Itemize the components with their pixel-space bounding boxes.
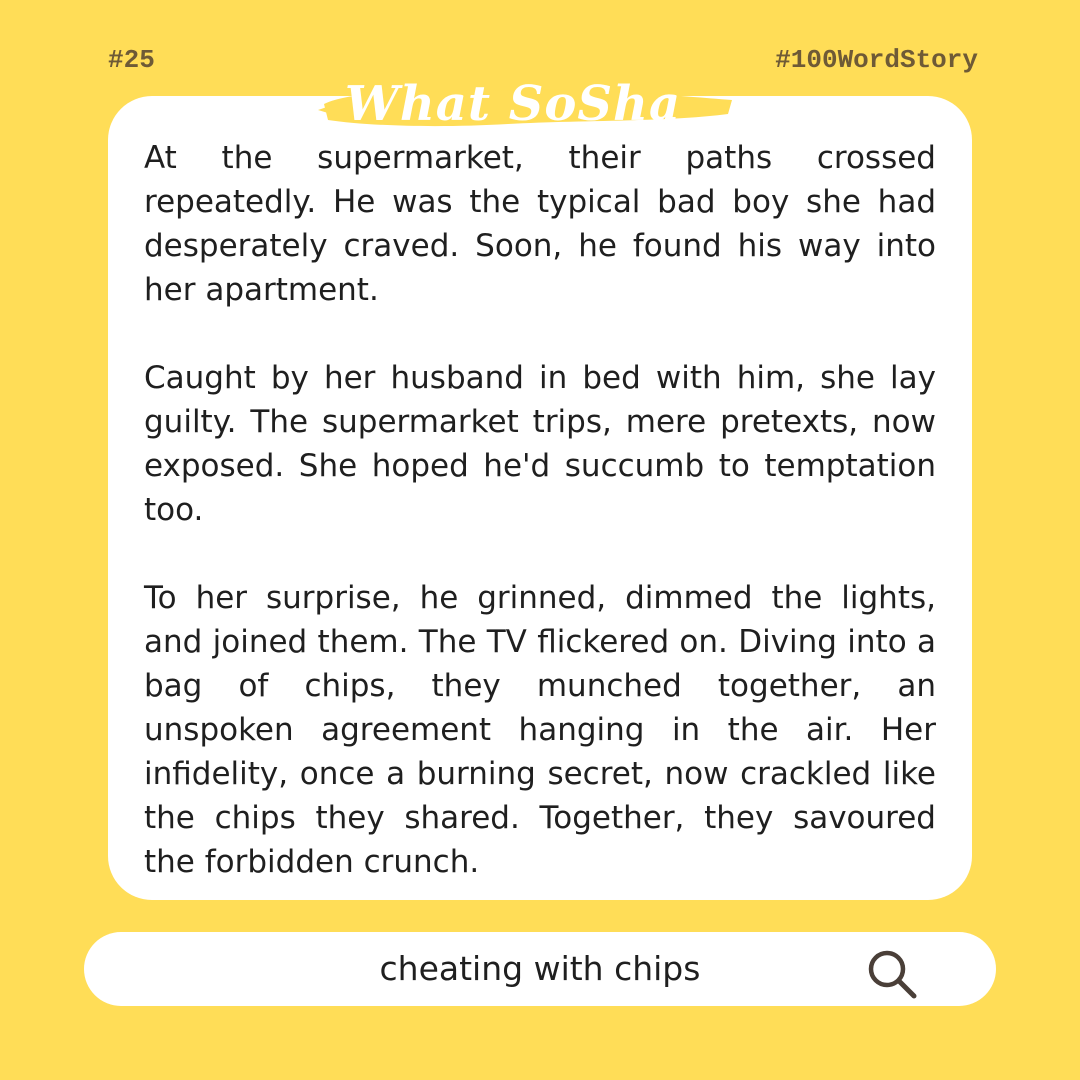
search-bar[interactable] (84, 932, 996, 1006)
story-paragraph-2: Caught by her husband in bed with him, she lay guilty. The supermarket trips, mere pretexts, now exposed. She hoped he'd succumb to temptation too. (144, 360, 936, 528)
story-text (144, 136, 936, 884)
hashtag: #100WordStory (775, 45, 978, 75)
brand-text: What SoSha (344, 76, 682, 132)
post-number: #25 (108, 45, 155, 75)
search-icon[interactable] (864, 946, 920, 1002)
brand-logo (318, 70, 738, 138)
story-paragraph-3: To her surprise, he grinned, dimmed the lights, and joined them. The TV flickered on. Diving into a bag of chips, they munched together, an unspoken agreement hanging in the air. Her infidelity, once a burning secret, now crackled like the chips they shared. Together, they savoured the forbidden crunch. (144, 580, 936, 880)
story-paragraph-1: At the supermarket, their paths crossed repeatedly. He was the typical bad boy she had desperately craved. Soon, he found his way into her apartment. (144, 140, 936, 308)
search-query: cheating with chips (379, 949, 701, 988)
